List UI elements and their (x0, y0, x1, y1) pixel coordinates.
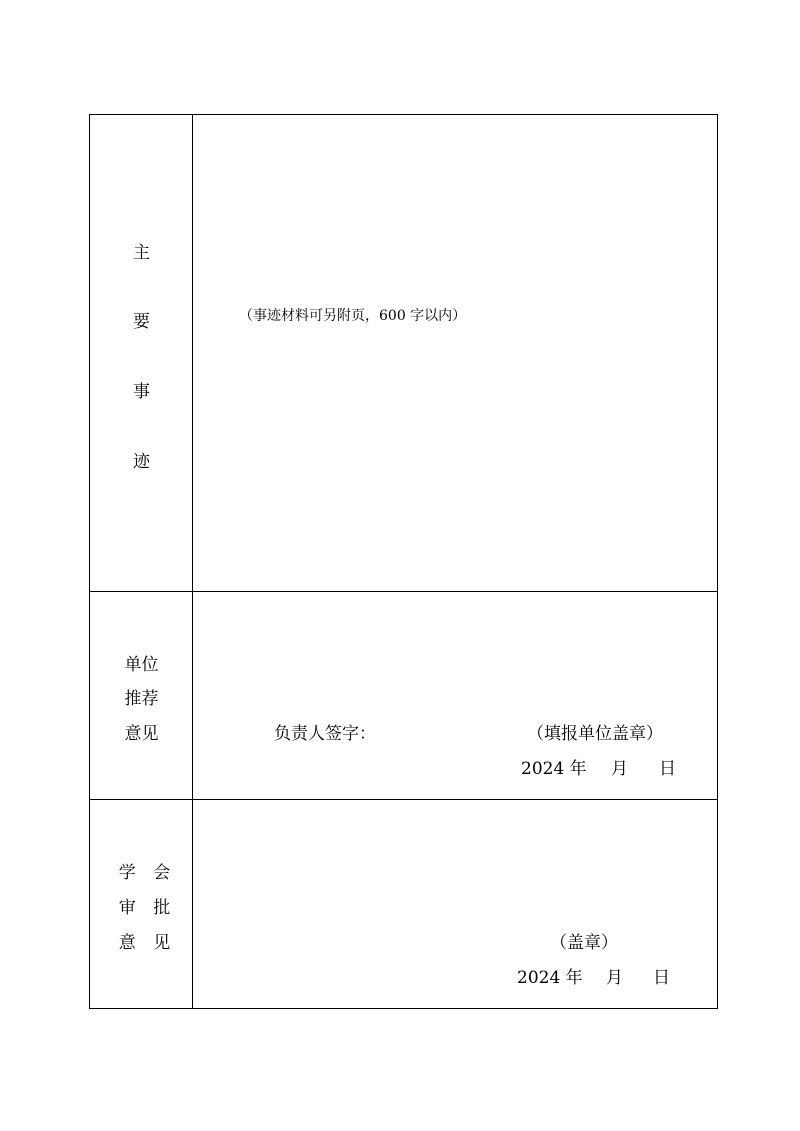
achievements-label-char: 要 (133, 312, 150, 332)
society-date-month: 月 (606, 968, 623, 988)
nomination-form-table (89, 114, 718, 1009)
society-approval-label-line: 意 见 (118, 933, 177, 953)
unit-recommendation-label-line: 意见 (124, 724, 159, 744)
society-approval-label-line: 审 批 (118, 898, 177, 918)
achievements-label-char: 事 (133, 382, 150, 402)
achievements-label-cell (90, 115, 193, 591)
achievements-label-char: 主 (133, 243, 150, 263)
unit-recommendation-label-line: 推荐 (124, 689, 159, 709)
society-approval-content-cell[interactable] (193, 800, 717, 1008)
unit-recommendation-row (90, 592, 717, 800)
society-approval-label-cell (90, 800, 193, 1008)
unit-recommendation-label-cell (90, 592, 193, 799)
society-approval-row (90, 800, 717, 1008)
unit-date-year: 2024 年 (521, 759, 587, 779)
society-approval-label-line: 学 会 (118, 863, 177, 883)
unit-recommendation-content-cell[interactable] (193, 592, 717, 799)
unit-date-day: 日 (659, 759, 676, 779)
society-date-day: 日 (653, 968, 670, 988)
society-stamp-note: （盖章） (550, 933, 618, 953)
unit-date-month: 月 (611, 759, 628, 779)
achievements-label-char: 迹 (133, 452, 150, 472)
unit-stamp-note: （填报单位盖章） (527, 724, 663, 744)
achievements-content-cell[interactable] (193, 115, 717, 591)
unit-recommendation-label-line: 单位 (124, 655, 159, 675)
achievements-note: （事迹材料可另附页，600 字以内） (239, 308, 467, 324)
signature-label: 负责人签字： (274, 724, 376, 744)
society-date-year: 2024 年 (517, 968, 583, 988)
achievements-row (90, 115, 717, 592)
